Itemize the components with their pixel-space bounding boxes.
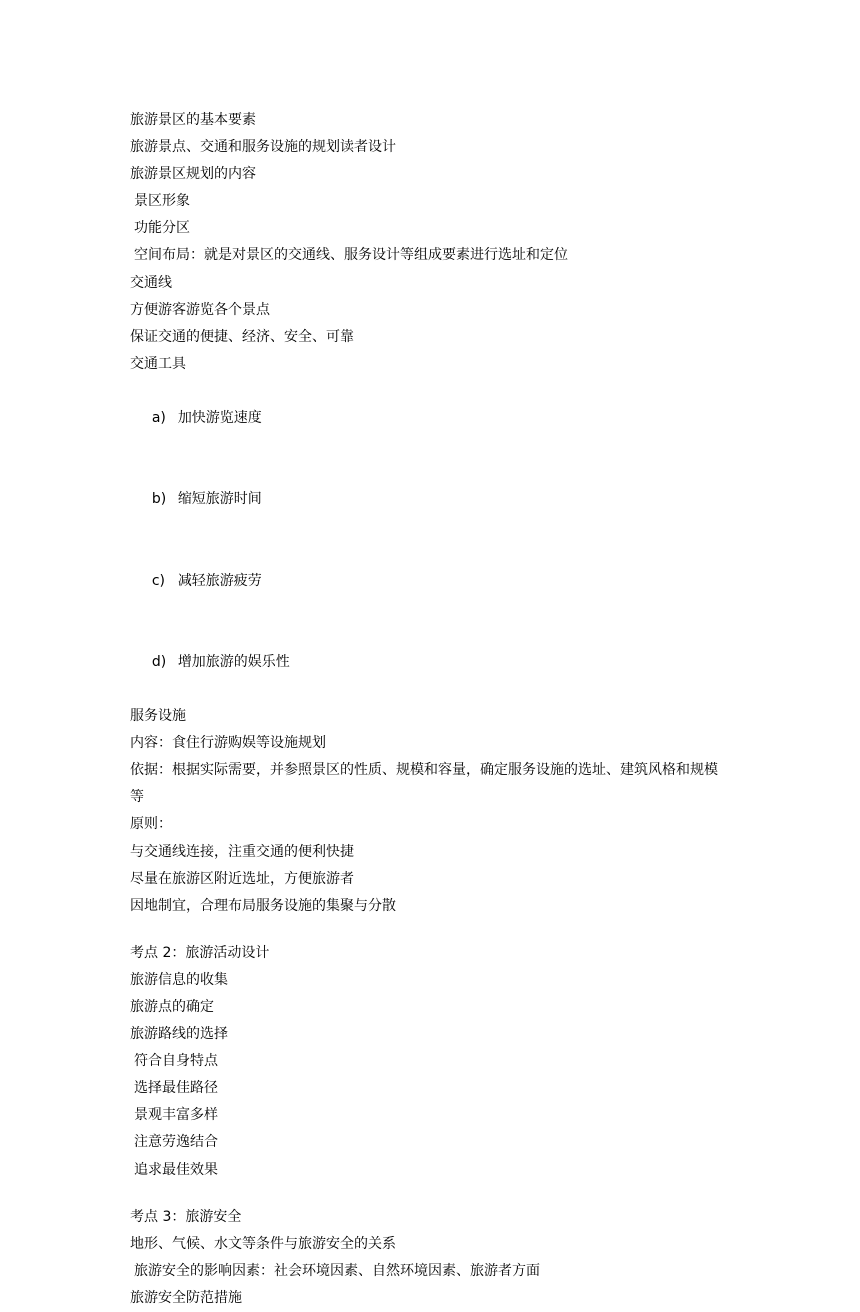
list-marker: d) bbox=[151, 653, 167, 670]
list-item-text: 加快游览速度 bbox=[177, 410, 262, 427]
list-item bbox=[130, 622, 730, 703]
text-line: 地形、气候、水文等条件与旅游安全的关系 bbox=[130, 1235, 396, 1252]
service-principle: 因地制宜，合理布局服务设施的集聚与分散 bbox=[130, 897, 396, 914]
service-heading: 服务设施 bbox=[130, 708, 186, 725]
text-line: 交通线 bbox=[130, 274, 172, 291]
service-content: 内容：食住行游购娱等设施规划 bbox=[130, 735, 326, 752]
service-principle: 与交通线连接，注重交通的便利快捷 bbox=[130, 843, 354, 860]
text-line-indented: 功能分区 bbox=[134, 220, 190, 237]
text-line: 旅游景区的基本要素 bbox=[130, 112, 256, 128]
service-principle-label: 原则： bbox=[130, 816, 172, 833]
text-line: 旅游景点、交通和服务设施的规划读者设计 bbox=[130, 139, 396, 156]
text-line-indented: 空间布局：就是对景区的交通线、服务设计等组成要素进行选址和定位 bbox=[134, 247, 568, 264]
route-point: 符合自身特点 bbox=[134, 1053, 218, 1070]
section-title: 考点 3：旅游安全 bbox=[130, 1208, 242, 1225]
list-marker: c) bbox=[151, 572, 165, 589]
service-principle: 尽量在旅游区附近选址，方便旅游者 bbox=[130, 870, 354, 887]
route-point: 景观丰富多样 bbox=[134, 1107, 218, 1124]
text-line: 旅游路线的选择 bbox=[130, 1026, 228, 1043]
text-line-indented: 旅游安全的影响因素：社会环境因素、自然环境因素、旅游者方面 bbox=[134, 1262, 540, 1279]
text-line: 方便游客游览各个景点 bbox=[130, 301, 270, 318]
text-line: 旅游安全防范措施 bbox=[130, 1289, 242, 1306]
list-item-text: 增加旅游的娱乐性 bbox=[177, 653, 290, 670]
text-line-indented: 景区形象 bbox=[134, 193, 190, 210]
route-point: 选择最佳路径 bbox=[134, 1080, 218, 1097]
document-page bbox=[130, 107, 730, 1312]
route-point: 注意劳逸结合 bbox=[134, 1134, 218, 1151]
text-line: 旅游信息的收集 bbox=[130, 971, 228, 988]
service-basis: 依据：根据实际需要，并参照景区的性质、规模和容量，确定服务设施的选址、建筑风格和规模等 bbox=[130, 762, 718, 806]
text-line: 交通工具 bbox=[130, 355, 186, 372]
list-item bbox=[130, 541, 730, 622]
list-marker: b) bbox=[151, 491, 167, 508]
section-gap bbox=[130, 920, 730, 940]
list-marker: a) bbox=[151, 410, 166, 427]
text-line: 保证交通的便捷、经济、安全、可靠 bbox=[130, 328, 354, 345]
text-line: 旅游景区规划的内容 bbox=[130, 166, 256, 183]
list-item-text: 缩短旅游时间 bbox=[177, 491, 262, 508]
section-title: 考点 2：旅游活动设计 bbox=[130, 944, 270, 961]
list-item bbox=[130, 459, 730, 540]
route-point: 追求最佳效果 bbox=[134, 1161, 218, 1178]
list-item-text: 减轻旅游疲劳 bbox=[177, 572, 262, 589]
text-line: 旅游点的确定 bbox=[130, 999, 214, 1015]
section-gap bbox=[130, 1184, 730, 1204]
list-item bbox=[130, 378, 730, 459]
